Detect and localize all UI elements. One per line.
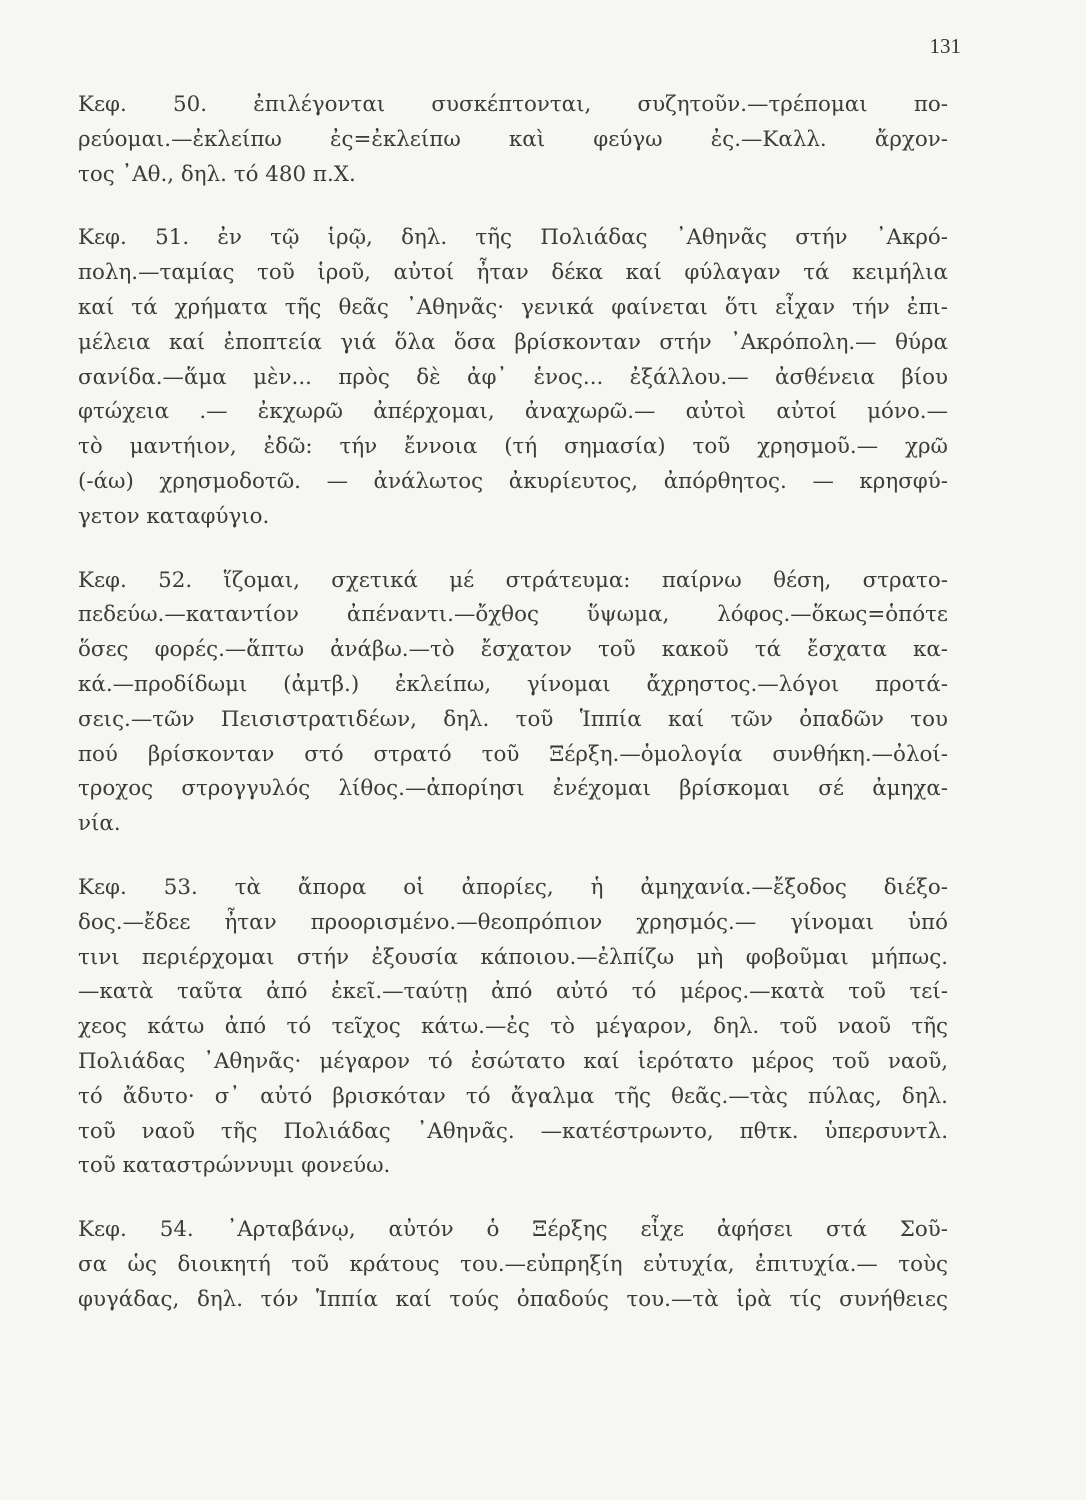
chapter-54-notes — [78, 1213, 948, 1317]
text-line: φυγάδας, δηλ. τόν Ἱππία καί τούς ὀπαδούς του.—τὰ ἱρὰ τίς συνήθειες — [78, 1286, 948, 1312]
text-line: Κεφ. 52. ἵζομαι, σχετικά μέ στράτευμα: παίρνω θέση, στρατο- — [78, 567, 948, 593]
text-line: χεος κάτω ἀπό τό τεῖχος κάτω.—ἐς τὸ μέγαρον, δηλ. τοῦ ναοῦ τῆς — [78, 1014, 948, 1040]
text-line: —κατὰ ταῦτα ἀπό ἐκεῖ.—ταύτῃ ἀπό αὐτό τό μέρος.—κατὰ τοῦ τεί- — [78, 979, 948, 1005]
text-line: τινι περιέρχομαι στήν ἐξουσία κάποιου.—ἐλπίζω μὴ φοβοῦμαι μήπως. — [78, 944, 948, 970]
text-line: Κεφ. 50. ἐπιλέγονται συσκέπτονται, συζητοῦν.—τρέπομαι πο- — [78, 92, 948, 117]
text-line: τὸ μαντήιον, ἐδῶ: τήν ἔννοια (τή σημασία) τοῦ χρησμοῦ.— χρῶ — [78, 434, 948, 460]
text-line: τος ᾿Αθ., δηλ. τό 480 π.Χ. — [78, 161, 356, 187]
text-line: Κεφ. 53. τὰ ἄπορα οἱ ἀπορίες, ἡ ἀμηχανία.—ἔξοδος διέξο- — [78, 874, 948, 900]
text-line: ρεύομαι.—ἐκλείπω ἐς=ἐκλείπω καὶ φεύγω ἐς.—Καλλ. ἄρχον- — [78, 126, 948, 152]
text-line: μέλεια καί ἐποπτεία γιά ὅλα ὅσα βρίσκονταν στήν ᾿Ακρόπολη.— θύρα — [78, 329, 948, 355]
text-line: τό ἄδυτο· σ᾿ αὐτό βρισκόταν τό ἄγαλμα τῆς θεᾶς.—τὰς πύλας, δηλ. — [78, 1083, 948, 1109]
text-line: κά.—προδίδωμι (ἀμτβ.) ἐκλείπω, γίνομαι ἄχρηστος.—λόγοι προτά- — [78, 671, 948, 697]
text-line: Πολιάδας ᾿Αθηνᾶς· μέγαρον τό ἐσώτατο καί ἱερότατο μέρος τοῦ ναοῦ, — [78, 1048, 948, 1074]
page-number: 131 — [929, 34, 961, 58]
text-line: νία. — [78, 811, 121, 837]
text-line: (-άω) χρησμοδοτῶ. — ἀνάλωτος ἀκυρίευτος, ἀπόρθητος. — κρησφύ- — [78, 468, 948, 494]
text-line: τροχος στρογγυλός λίθος.—ἀπορίησι ἐνέχομαι βρίσκομαι σέ ἀμηχα- — [78, 776, 948, 802]
chapter-53-notes — [78, 871, 948, 1184]
chapter-50-notes — [78, 88, 948, 192]
text-line: σανίδα.—ἅμα μὲν... πρὸς δὲ ἀφ᾿ ἑνος... ἐξάλλου.— ἀσθένεια βίου — [78, 364, 948, 390]
commentary-text — [78, 88, 948, 1347]
text-line: πολη.—ταμίας τοῦ ἱροῦ, αὐτοί ἦταν δέκα καί φύλαγαν τά κειμήλια — [78, 260, 948, 286]
text-line: τοῦ καταστρώννυμι φονεύω. — [78, 1153, 391, 1179]
text-line: πού βρίσκονταν στό στρατό τοῦ Ξέρξη.—ὁμολογία συνθήκη.—ὀλοί- — [78, 741, 948, 767]
text-line: πεδεύω.—καταντίον ἀπέναντι.—ὄχθος ὕψωμα, λόφος.—ὅκως=ὁπότε — [78, 602, 948, 628]
text-line: Κεφ. 51. ἐν τῷ ἱρῷ, δηλ. τῆς Πολιάδας ᾿Αθηνᾶς στήν ᾿Ακρό- — [78, 225, 948, 251]
text-line: γετον καταφύγιο. — [78, 503, 270, 529]
text-line: ὅσες φορές.—ἅπτω ἀνάβω.—τὸ ἔσχατον τοῦ κακοῦ τά ἔσχατα κα- — [78, 637, 948, 663]
text-line: δος.—ἔδεε ἦταν προορισμένο.—θεοπρόπιον χρησμός.— γίνομαι ὑπό — [78, 909, 948, 935]
text-line: καί τά χρήματα τῆς θεᾶς ᾿Αθηνᾶς· γενικά φαίνεται ὅτι εἶχαν τήν ἐπι- — [78, 294, 948, 320]
text-line: τοῦ ναοῦ τῆς Πολιάδας ᾿Αθηνᾶς. —κατέστρωντο, πθτκ. ὑπερσυντλ. — [78, 1118, 948, 1144]
text-line: σα ὡς διοικητή τοῦ κράτους του.—εὐπρηξίη εὐτυχία, ἐπιτυχία.— τοὺς — [78, 1251, 948, 1277]
chapter-51-notes — [78, 221, 948, 534]
text-line: σεις.—τῶν Πεισιστρατιδέων, δηλ. τοῦ Ἱππία καί τῶν ὀπαδῶν του — [78, 706, 948, 732]
chapter-52-notes — [78, 564, 948, 842]
text-line: Κεφ. 54. ᾿Αρταβάνῳ, αὐτόν ὁ Ξέρξης εἶχε ἀφήσει στά Σοῦ- — [78, 1217, 948, 1243]
text-line: φτώχεια .— ἐκχωρῶ ἀπέρχομαι, ἀναχωρῶ.— αὐτοὶ αὐτοί μόνο.— — [78, 399, 948, 425]
